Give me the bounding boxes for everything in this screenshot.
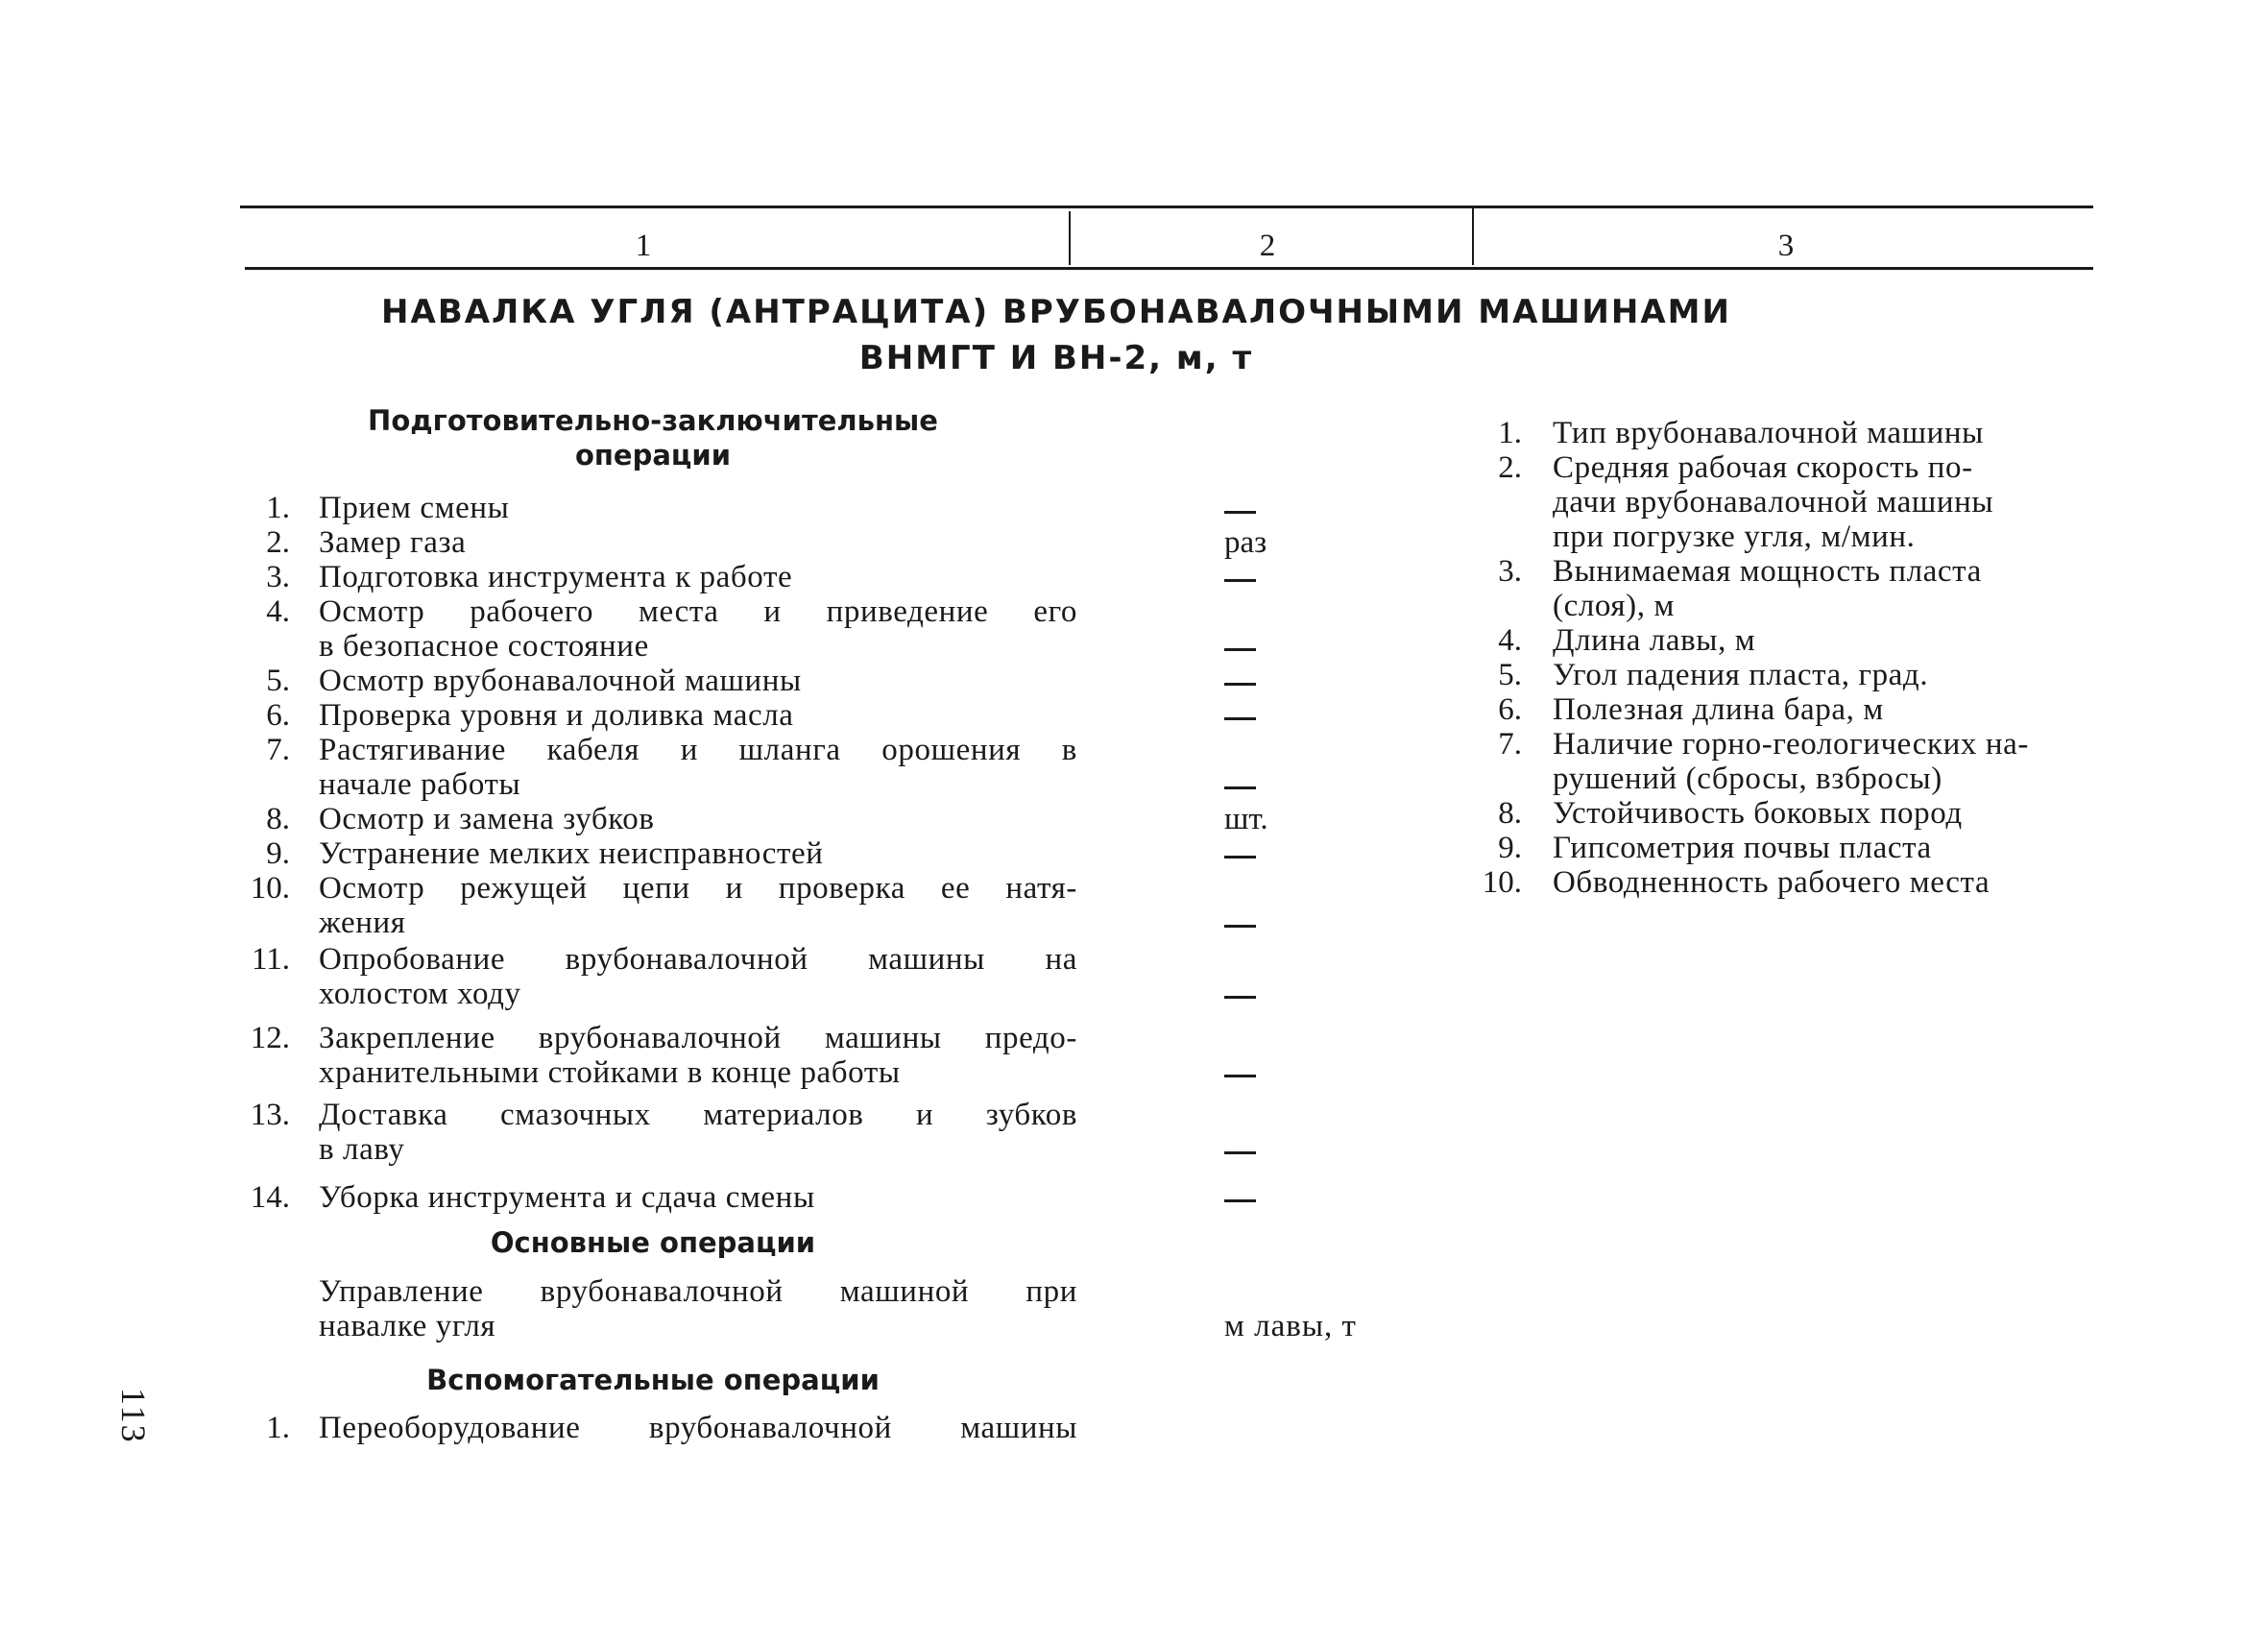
- item-text: Обводненность рабочего места: [1553, 865, 1991, 900]
- item-text: Замер газа: [319, 525, 467, 560]
- item-number: 8.: [1498, 796, 1522, 831]
- prep-heading-line-2: операции: [574, 439, 732, 472]
- item-number: 2.: [266, 525, 290, 560]
- item-number: 5.: [266, 664, 290, 698]
- item-text: Осмотр режущей цепи и проверка ее натя-: [319, 871, 1077, 906]
- item-text: Устранение мелких неисправностей: [319, 836, 824, 871]
- unit-dash: [1224, 579, 1256, 582]
- item-text: Угол падения пласта, град.: [1553, 658, 1929, 692]
- column-number-3: 3: [1777, 229, 1795, 263]
- aux-section-heading: Вспомогательные операции: [426, 1364, 880, 1396]
- column-number-1: 1: [635, 229, 652, 263]
- item-text: в безопасное состояние: [319, 629, 649, 664]
- header-top-rule: [240, 206, 2093, 208]
- page-number: 113: [114, 1388, 153, 1444]
- item-text: Осмотр рабочего места и приведение его: [319, 594, 1077, 629]
- item-text: дачи врубонавалочной машины: [1553, 485, 1994, 520]
- item-number: 10.: [1482, 865, 1522, 900]
- item-text: Длина лавы, м: [1553, 623, 1756, 658]
- item-number: 14.: [250, 1180, 290, 1215]
- item-number: 1.: [1498, 416, 1522, 450]
- item-text: Прием смены: [319, 491, 510, 525]
- item-text: в лаву: [319, 1132, 405, 1167]
- item-text: Гипсометрия почвы пласта: [1553, 831, 1932, 865]
- item-number: 2.: [1498, 450, 1522, 485]
- column-number-2: 2: [1259, 229, 1276, 263]
- item-text: Тип врубонавалочной машины: [1553, 416, 1984, 450]
- unit-dash: [1224, 511, 1256, 514]
- item-number: 12.: [250, 1021, 290, 1055]
- header-bottom-rule: [245, 267, 2093, 270]
- header-separator-2: [1472, 207, 1474, 265]
- item-text: Устойчивость боковых пород: [1553, 796, 1963, 831]
- item-text: (слоя), м: [1553, 589, 1675, 623]
- item-text: Проверка уровня и доливка масла: [319, 698, 794, 733]
- item-number: 6.: [266, 698, 290, 733]
- item-text: холостом ходу: [319, 977, 521, 1011]
- item-text: Наличие горно-геологических на-: [1553, 727, 2029, 762]
- main-section-heading: Основные операции: [490, 1226, 816, 1259]
- item-text: Осмотр врубонавалочной машины: [319, 664, 802, 698]
- item-number: 5.: [1498, 658, 1522, 692]
- item-text: начале работы: [319, 767, 521, 802]
- item-text: Средняя рабочая скорость по-: [1553, 450, 1973, 485]
- item-number: 1.: [266, 491, 290, 525]
- item-number: 7.: [1498, 727, 1522, 762]
- prep-section-heading: [317, 403, 989, 472]
- item-text: Переоборудование врубонавалочной машины: [319, 1411, 1077, 1445]
- item-text: Управление врубонавалочной машиной при: [319, 1274, 1077, 1309]
- unit-dash: [1224, 1151, 1256, 1154]
- item-number: 11.: [251, 942, 290, 977]
- unit-dash: [1224, 996, 1256, 999]
- item-number: 9.: [266, 836, 290, 871]
- item-number: 3.: [266, 560, 290, 594]
- item-text: Закрепление врубонавалочной машины предо-: [319, 1021, 1077, 1055]
- unit-dash: [1224, 648, 1256, 651]
- item-text: Полезная длина бара, м: [1553, 692, 1884, 727]
- item-text: Подготовка инструмента к работе: [319, 560, 793, 594]
- item-text: рушений (сбросы, взбросы): [1553, 762, 1942, 796]
- item-text: Осмотр и замена зубков: [319, 802, 655, 836]
- item-number: 9.: [1498, 831, 1522, 865]
- item-text: при погрузке угля, м/мин.: [1553, 520, 1916, 554]
- item-number: 13.: [250, 1098, 290, 1132]
- item-text: навалке угля: [319, 1309, 496, 1343]
- item-text: Вынимаемая мощность пласта: [1553, 554, 1982, 589]
- item-number: 6.: [1498, 692, 1522, 727]
- item-number: 8.: [266, 802, 290, 836]
- unit-dash: [1224, 1199, 1256, 1202]
- table-title-line-1: НАВАЛКА УГЛЯ (АНТРАЦИТА) ВРУБОНАВАЛОЧНЫМИ МАШИНАМИ: [381, 293, 1731, 331]
- unit-dash: [1224, 786, 1256, 789]
- item-number: 3.: [1498, 554, 1522, 589]
- unit-dash: [1224, 1075, 1256, 1077]
- item-number: 4.: [266, 594, 290, 629]
- unit-dash: [1224, 717, 1256, 720]
- item-number: 4.: [1498, 623, 1522, 658]
- header-separator-1: [1069, 211, 1071, 265]
- item-text: Доставка смазочных материалов и зубков: [319, 1098, 1077, 1132]
- prep-heading-line-1: Подготовительно-заключительные: [368, 404, 938, 437]
- item-number: 10.: [250, 871, 290, 906]
- unit-dash: [1224, 683, 1256, 686]
- item-number: 1.: [266, 1411, 290, 1445]
- item-text: хранительными стойками в конце работы: [319, 1055, 901, 1090]
- unit-dash: [1224, 856, 1256, 859]
- unit-value: раз: [1224, 525, 1267, 560]
- unit-value: м лавы, т: [1224, 1309, 1357, 1343]
- item-number: 7.: [266, 733, 290, 767]
- table-title-line-2: ВНМГТ И ВН-2, м, т: [858, 339, 1254, 377]
- item-text: Растягивание кабеля и шланга орошения в: [319, 733, 1077, 767]
- unit-value: шт.: [1224, 802, 1268, 836]
- item-text: жения: [319, 906, 406, 940]
- unit-dash: [1224, 925, 1256, 928]
- item-text: Уборка инструмента и сдача смены: [319, 1180, 815, 1215]
- item-text: Опробование врубонавалочной машины на: [319, 942, 1077, 977]
